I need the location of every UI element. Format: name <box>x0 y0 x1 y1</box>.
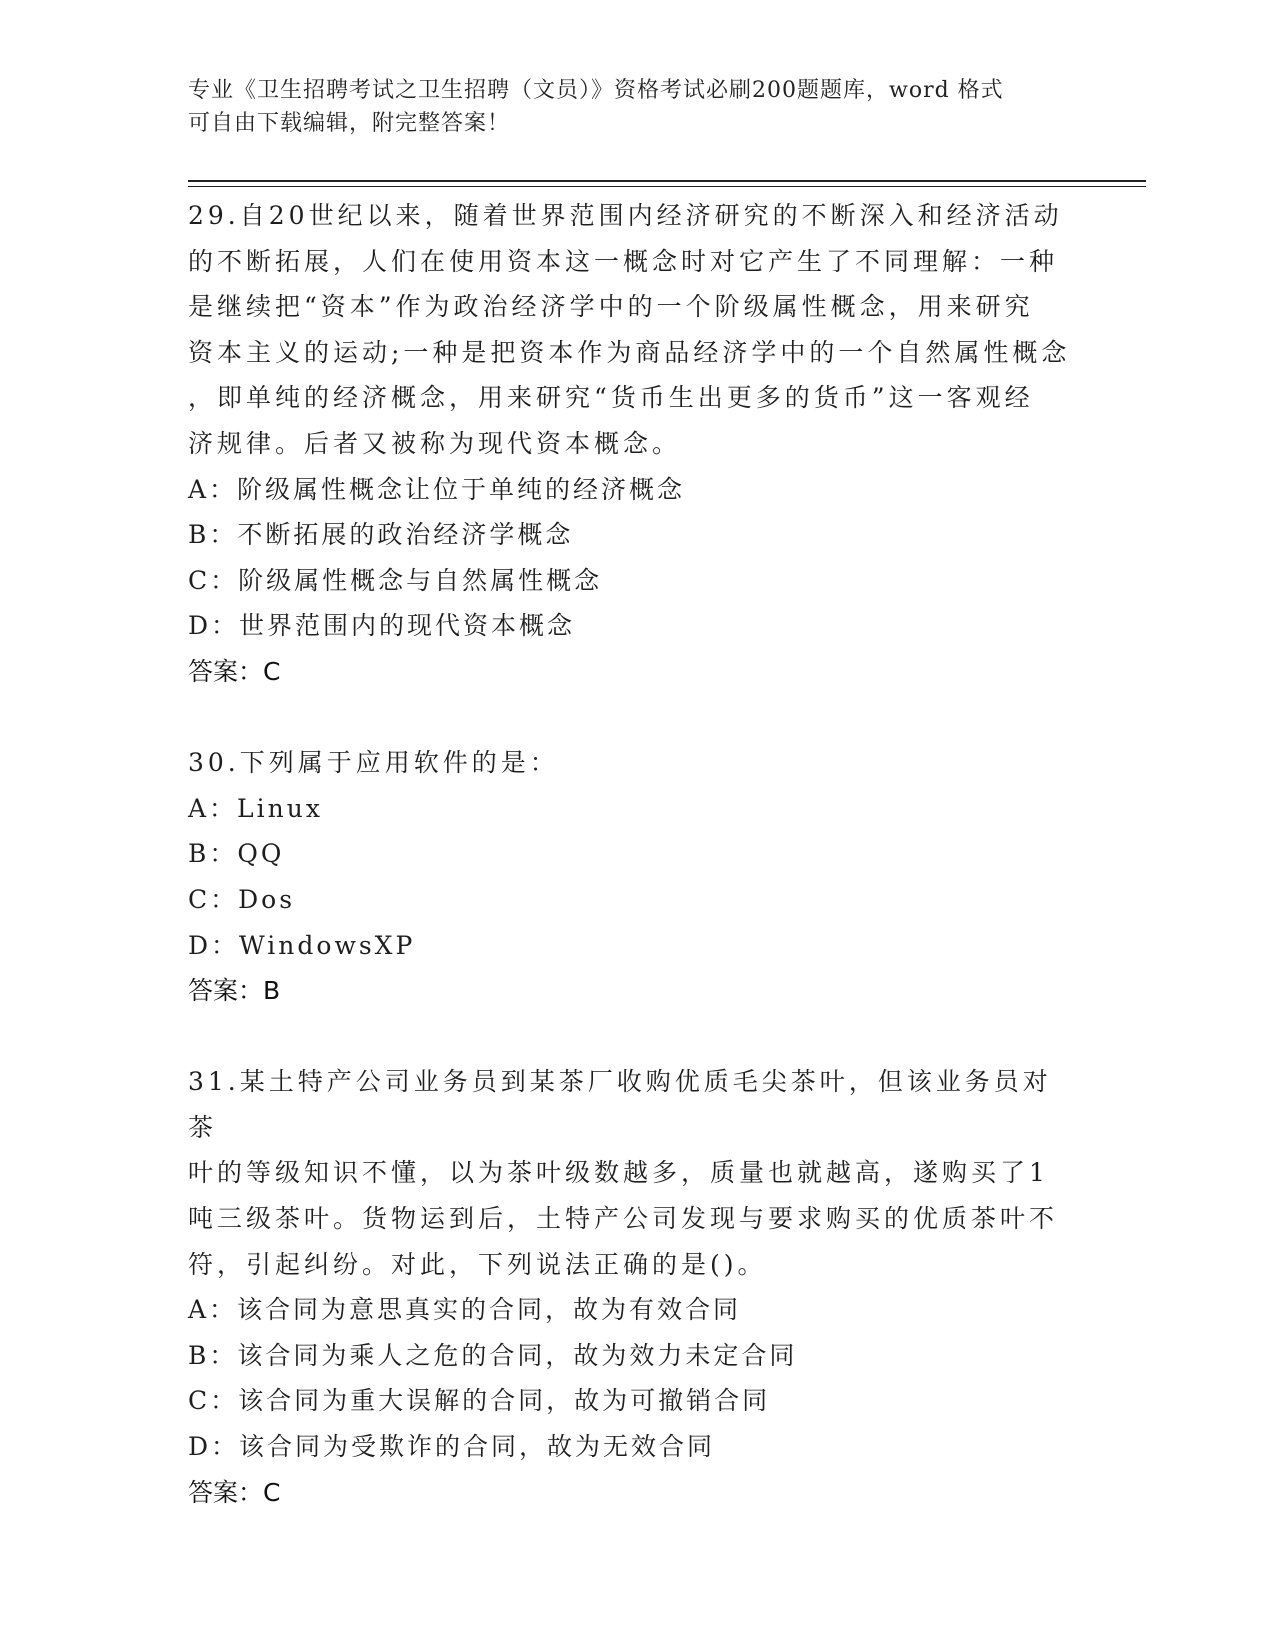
option-b: B：不断拓展的政治经济学概念 <box>188 520 574 550</box>
answer-line: 答案：C <box>188 1477 281 1507</box>
answer-line: 答案：C <box>188 656 281 686</box>
option-d: D：WindowsXP <box>188 930 416 960</box>
option-d: D：该合同为受欺诈的合同，故为无效合同 <box>188 1432 716 1462</box>
spacer <box>188 695 1078 741</box>
answer-line: 答案：B <box>188 976 281 1006</box>
page-header <box>188 74 1068 140</box>
question-line: 济规律。后者又被称为现代资本概念。 <box>188 428 682 458</box>
question-line: 30.下列属于应用软件的是： <box>188 748 559 778</box>
question-line: 31.某土特产公司业务员到某茶厂收购优质毛尖茶叶，但该业务员对茶 <box>188 1067 1052 1142</box>
option-a: A：Linux <box>188 793 323 823</box>
option-a: A：阶级属性概念让位于单纯的经济概念 <box>188 474 686 504</box>
option-d: D：世界范围内的现代资本概念 <box>188 611 576 641</box>
header-divider-thick <box>188 180 1146 182</box>
option-b: B：QQ <box>188 839 285 869</box>
option-c: C：Dos <box>188 884 296 914</box>
question-line: 资本主义的运动;一种是把资本作为商品经济学中的一个自然属性概念 <box>188 337 1071 367</box>
option-c: C：该合同为重大误解的合同，故为可撤销合同 <box>188 1386 771 1416</box>
option-a: A：该合同为意思真实的合同，故为有效合同 <box>188 1295 742 1325</box>
option-c: C：阶级属性概念与自然属性概念 <box>188 565 603 595</box>
question-block <box>188 193 1078 695</box>
question-block <box>188 740 1078 1014</box>
question-line: 是继续把“资本”作为政治经济学中的一个阶级属性概念，用来研究 <box>188 292 1034 322</box>
option-b: B：该合同为乘人之危的合同，故为效力未定合同 <box>188 1340 798 1370</box>
question-line: 叶的等级知识不懂，以为茶叶级数越多，质量也就越高，遂购买了1 <box>188 1158 1049 1188</box>
header-line-1: 专业《卫生招聘考试之卫生招聘（文员）》资格考试必刷200题题库，word 格式 <box>188 78 1004 103</box>
question-line: 符，引起纠纷。对此，下列说法正确的是()。 <box>188 1249 767 1279</box>
question-line: ，即单纯的经济概念，用来研究“货币生出更多的货币”这一客观经 <box>188 383 1034 413</box>
question-line: 的不断拓展，人们在使用资本这一概念时对它产生了不同理解：一种 <box>188 246 1059 276</box>
question-line: 29.自20世纪以来，随着世界范围内经济研究的不断深入和经济活动 <box>188 201 1063 230</box>
header-divider-thin <box>188 186 1146 187</box>
question-list <box>188 193 1078 1515</box>
question-block <box>188 1059 1078 1515</box>
spacer <box>188 1014 1078 1060</box>
question-line: 吨三级茶叶。货物运到后，土特产公司发现与要求购买的优质茶叶不 <box>188 1204 1059 1234</box>
header-line-2: 可自由下载编辑，附完整答案！ <box>188 111 511 136</box>
